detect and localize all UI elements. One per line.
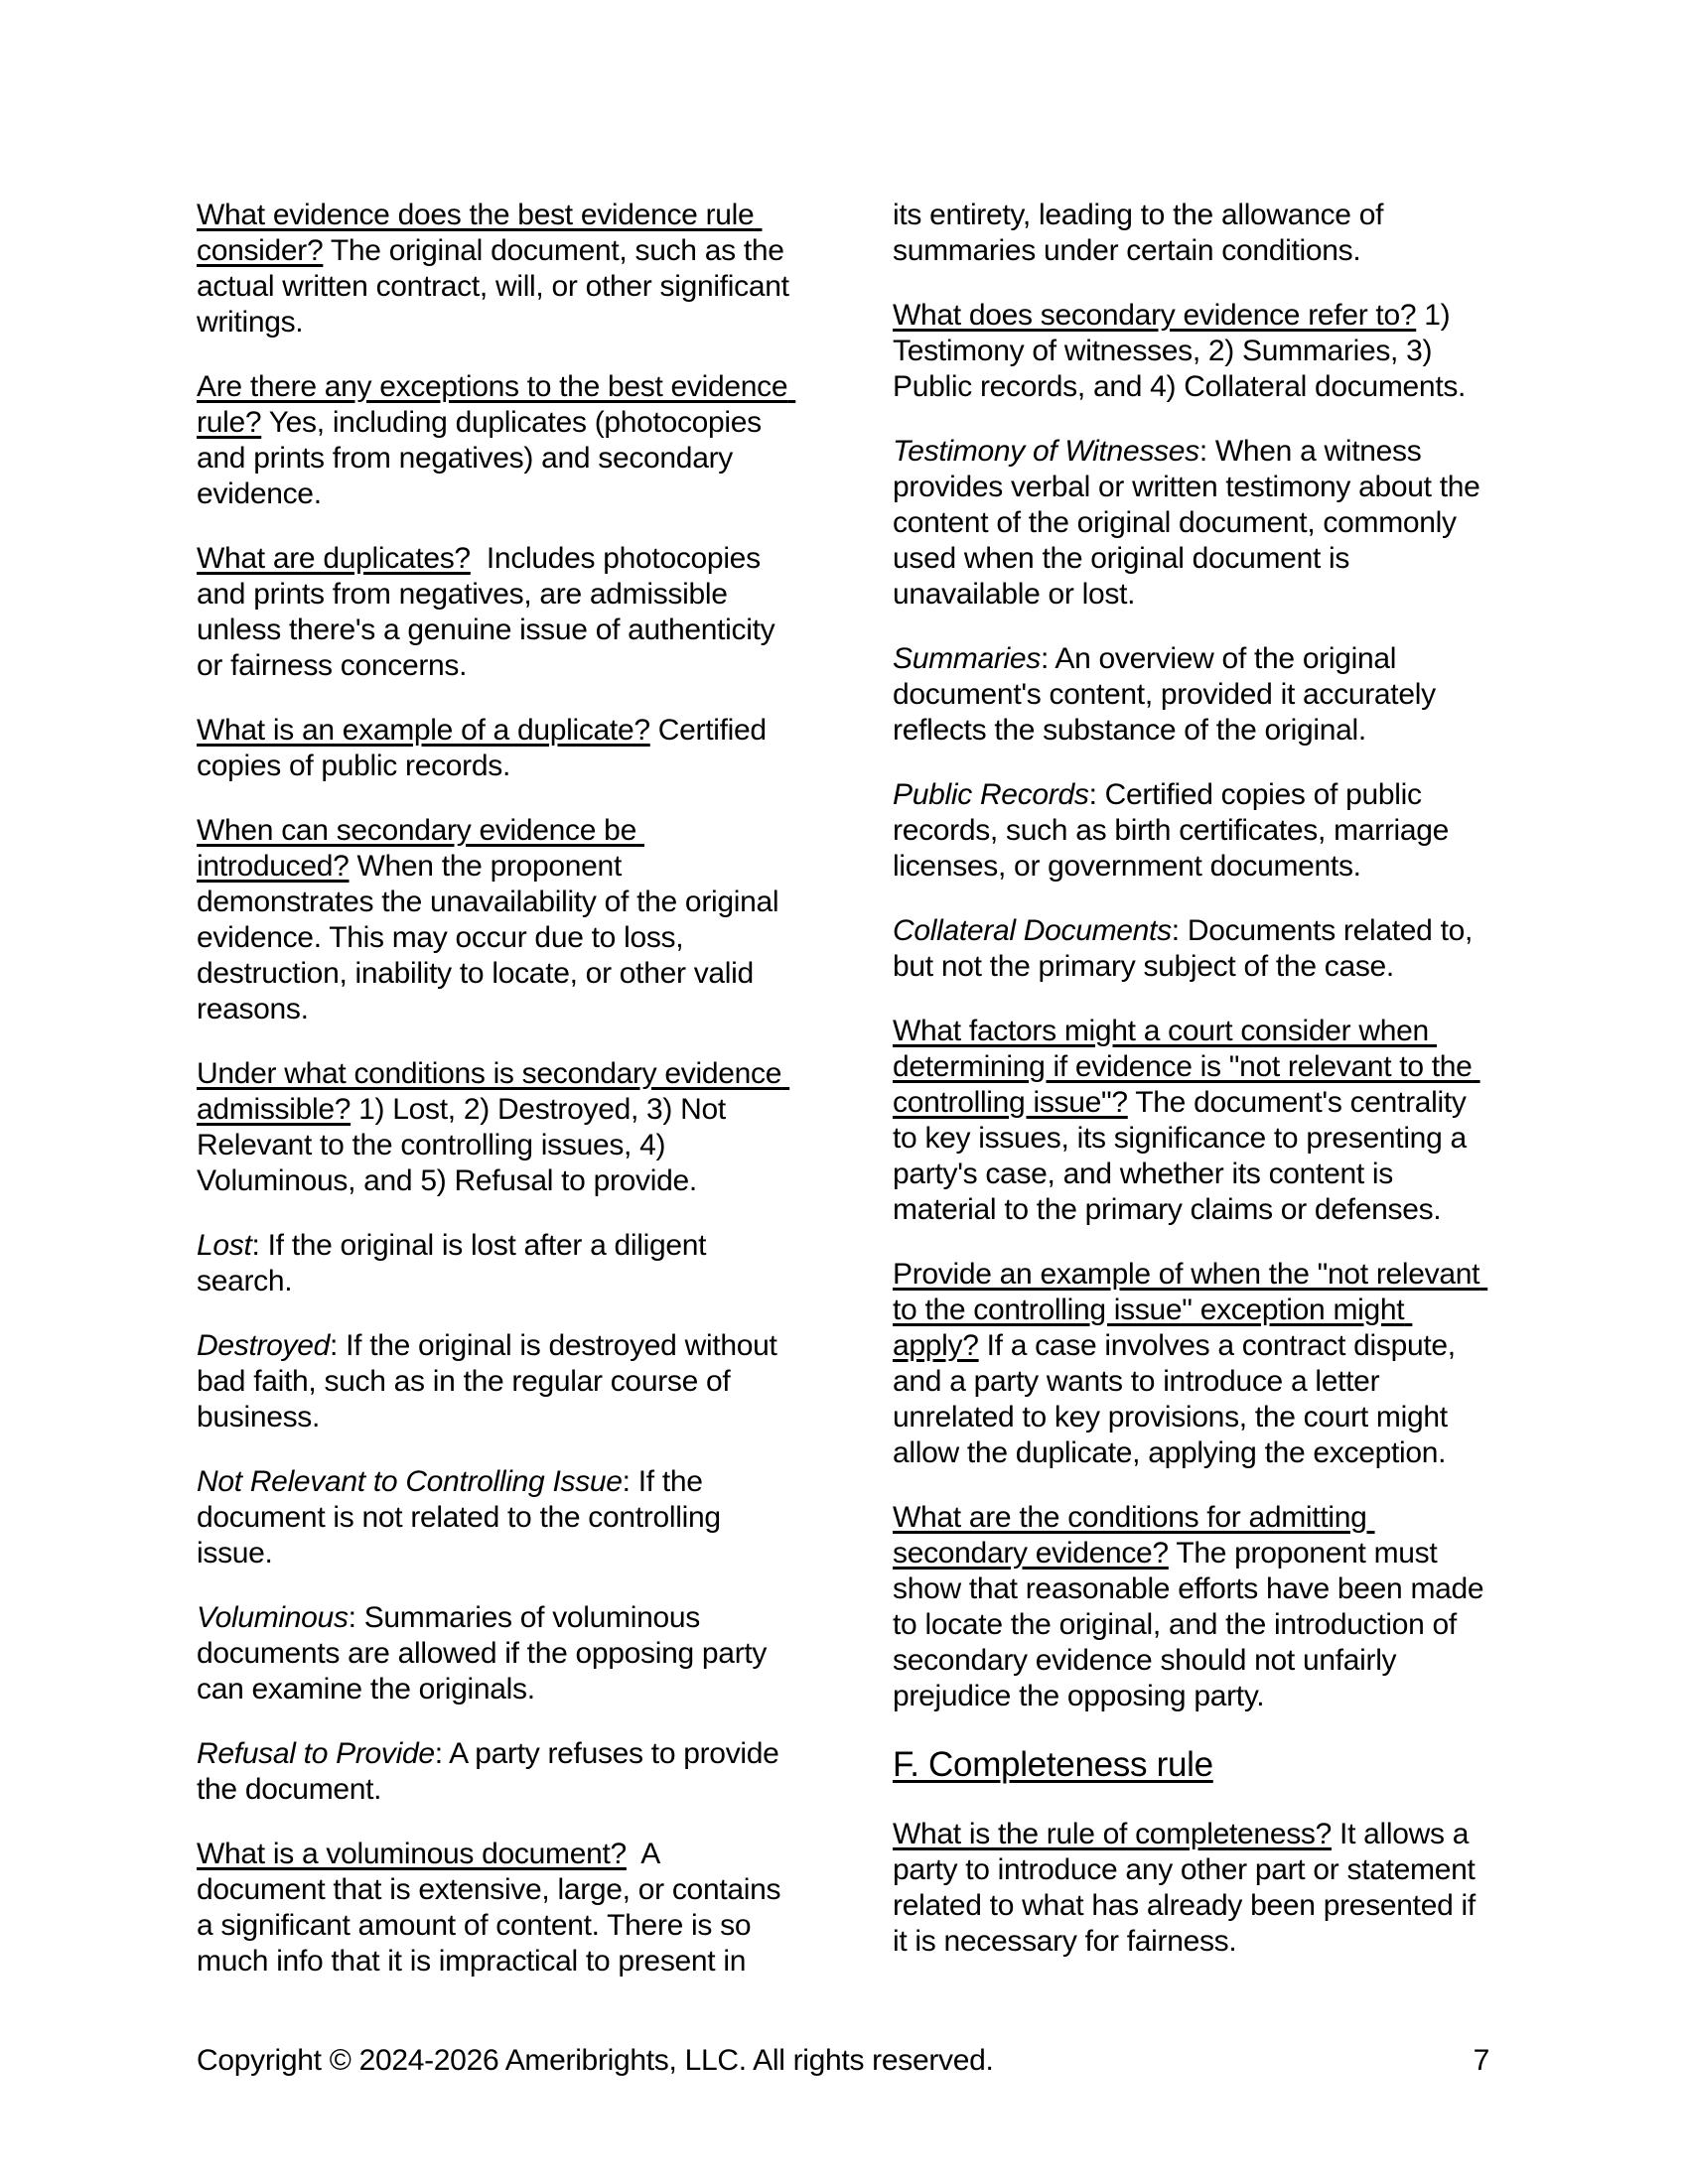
qa-paragraph <box>197 713 793 784</box>
term-text: Not Relevant to Controlling Issue <box>197 1465 623 1498</box>
body-text: : When a witness provides verbal or written testimony about the content of the original document, commonly used when the original document is unavailable or lost. <box>893 435 1488 611</box>
body-text: : Certified copies of public records, such as birth certificates, marriage licenses, or government documents. <box>893 778 1458 883</box>
body-text: : Summaries of voluminous documents are allowed if the opposing party can examine the originals. <box>197 1601 775 1706</box>
definition-paragraph <box>893 641 1489 749</box>
body-text: A document that is extensive, large, or contains a significant amount of content. There is so much info that it is impractical to present in <box>197 1838 789 1978</box>
qa-paragraph <box>893 1817 1489 1960</box>
question-text: Are there any exceptions to the best evidence rule? <box>197 370 796 439</box>
term-text: Collateral Documents <box>893 914 1172 947</box>
right-column <box>893 198 1492 2008</box>
qa-paragraph <box>197 1837 793 1979</box>
body-text: If a case involves a contract dispute, and a party wants to introduce a letter unrelated to key provisions, the court might allow the duplicate, applying the exception. <box>893 1329 1464 1469</box>
question-text: What is a voluminous document? <box>197 1838 627 1870</box>
paragraph <box>893 198 1489 269</box>
body-text: The proponent must show that reasonable efforts have been made to locate the original, and the introduction of secondary evidence should not unfairly prejudice the opposing party. <box>893 1537 1492 1712</box>
term-text: Summaries <box>893 642 1041 675</box>
definition-paragraph <box>893 434 1489 613</box>
body-text: : Documents related to, but not the primary subject of the case. <box>893 914 1481 983</box>
body-text: It allows a party to introduce any other part or statement related to what has already been presented if it is necessary for fairness. <box>893 1818 1483 1958</box>
heading-text: F. Completeness rule <box>893 1745 1213 1784</box>
qa-paragraph <box>197 813 793 1027</box>
body-text: its entirety, leading to the allowance of summaries under certain conditions. <box>893 199 1392 267</box>
body-text: When the proponent demonstrates the unavailability of the original evidence. This may occur due to loss, destruction, inability to locate, or other valid reasons. <box>197 850 787 1025</box>
definition-paragraph <box>893 913 1489 985</box>
section-heading <box>893 1743 1489 1787</box>
question-text: What is an example of a duplicate? <box>197 714 650 747</box>
term-text: Destroyed <box>197 1329 331 1362</box>
question-text: What factors might a court consider when determining if evidence is "not relevant to the controlling issue"? <box>893 1015 1480 1119</box>
question-text: Provide an example of when the "not relevant to the controlling issue" exception might apply? <box>893 1258 1488 1362</box>
term-text: Testimony of Witnesses <box>893 435 1199 468</box>
qa-paragraph <box>893 298 1489 405</box>
body-text: : A party refuses to provide the document. <box>197 1737 787 1806</box>
qa-paragraph <box>197 1056 793 1199</box>
body-text: Yes, including duplicates (photocopies and prints from negatives) and secondary evidence. <box>197 406 770 510</box>
definition-paragraph <box>197 1464 793 1571</box>
definition-paragraph <box>197 1600 793 1707</box>
page-number: 7 <box>1473 2044 1489 2077</box>
definition-paragraph <box>893 777 1489 885</box>
body-text: : If the original is lost after a diligent search. <box>197 1229 715 1297</box>
body-text: : An overview of the original document's content, provided it accurately reflects the substance of the original. <box>893 642 1444 747</box>
question-text: Under what conditions is secondary evidence admissible? <box>197 1057 790 1126</box>
question-text: What does secondary evidence refer to? <box>893 299 1417 332</box>
qa-paragraph <box>197 541 793 684</box>
definition-paragraph <box>197 1736 793 1808</box>
left-column <box>197 198 797 2008</box>
body-text: 1) Lost, 2) Destroyed, 3) Not Relevant to the controlling issues, 4) Voluminous, and 5) Refusal to provide. <box>197 1093 734 1197</box>
body-text: Includes photocopies and prints from negatives, are admissible unless there's a genuine issue of authenticity or fairness concerns. <box>197 542 783 682</box>
question-text: When can secondary evidence be introduced? <box>197 814 644 883</box>
body-text: 1) Testimony of witnesses, 2) Summaries, 3) Public records, and 4) Collateral documents. <box>893 299 1467 403</box>
question-text: What evidence does the best evidence rule consider? <box>197 199 763 267</box>
page-footer <box>197 2043 1489 2079</box>
body-text: The original document, such as the actual written contract, will, or other significant writings. <box>197 234 797 339</box>
qa-paragraph <box>893 1500 1492 1714</box>
term-text: Public Records <box>893 778 1089 811</box>
body-text: : If the document is not related to the controlling issue. <box>197 1465 729 1570</box>
definition-paragraph <box>197 1328 793 1435</box>
question-text: What are duplicates? <box>197 542 471 575</box>
copyright-text: Copyright © 2024-2026 Ameribrights, LLC. All rights reserved. <box>197 2044 994 2077</box>
question-text: What are the conditions for admitting secondary evidence? <box>893 1501 1375 1570</box>
page-body <box>197 198 1492 2008</box>
term-text: Voluminous <box>197 1601 349 1634</box>
term-text: Refusal to Provide <box>197 1737 435 1770</box>
qa-paragraph <box>893 1014 1489 1228</box>
qa-paragraph <box>197 369 796 512</box>
body-text: : If the original is destroyed without bad faith, such as in the regular course of business. <box>197 1329 785 1433</box>
definition-paragraph <box>197 1228 793 1299</box>
term-text: Lost <box>197 1229 252 1262</box>
qa-paragraph <box>197 198 797 341</box>
question-text: What is the rule of completeness? <box>893 1818 1332 1850</box>
qa-paragraph <box>893 1257 1489 1471</box>
body-text: The document's centrality to key issues, its significance to presenting a party's case, and whether its content is material to the primary claims or defenses. <box>893 1086 1475 1226</box>
body-text: Certified copies of public records. <box>197 714 774 782</box>
